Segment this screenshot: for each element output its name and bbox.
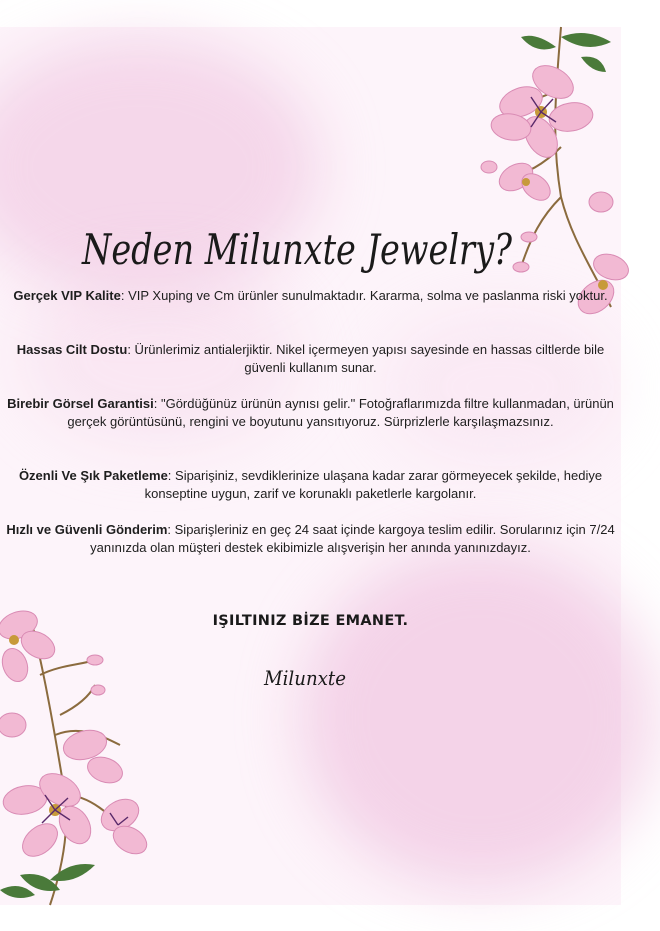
document-card	[0, 27, 621, 905]
feature-visual-guarantee: Birebir Görsel Garantisi: "Gördüğünüz ürünün aynısı gelir." Fotoğraflarımızda filtre kullanmadan, ürünün gerçek görüntüsünü, rengini ve boyutunu yansıtıyoruz. Sürprizlerle karşılaşmazsınız.	[7, 396, 614, 429]
watercolor-wash	[300, 547, 660, 887]
feature-vip-quality: Gerçek VIP Kalite: VIP Xuping ve Cm ürünler sunulmaktadır. Kararma, solma ve paslanma riski yoktur.	[13, 288, 608, 303]
feature-fast-shipping: Hızlı ve Güvenli Gönderim: Siparişleriniz en geç 24 saat içinde kargoya teslim edilir. Sorularınız için 7/24 yanınızda olan müşteri destek ekibimizle alışverişin her anında yanınızdayız.	[6, 522, 615, 555]
tagline: IŞILTINIZ BİZE EMANET.	[212, 613, 409, 629]
flower	[489, 59, 595, 163]
feature-packaging: Özenli Ve Şık Paketleme: Siparişiniz, sevdiklerinize ulaşana kadar zarar görmeyecek şekilde, hediye konseptine uygun, zarif ve korunaklı paketlerle kargolanır.	[18, 468, 603, 501]
signature-text: Milunxte	[263, 666, 346, 690]
feature-skin-friendly: Hassas Cilt Dostu: Ürünlerimiz antialerjiktir. Nikel içermeyen yapısı sayesinde en hassas ciltlerde bile güvenli kullanım sunar.	[16, 342, 605, 375]
page-title-text: Neden Milunxte Jewelry?	[81, 225, 513, 274]
floral-bottom-left-illustration	[0, 595, 170, 905]
signature	[262, 649, 352, 699]
page-title	[78, 202, 518, 292]
